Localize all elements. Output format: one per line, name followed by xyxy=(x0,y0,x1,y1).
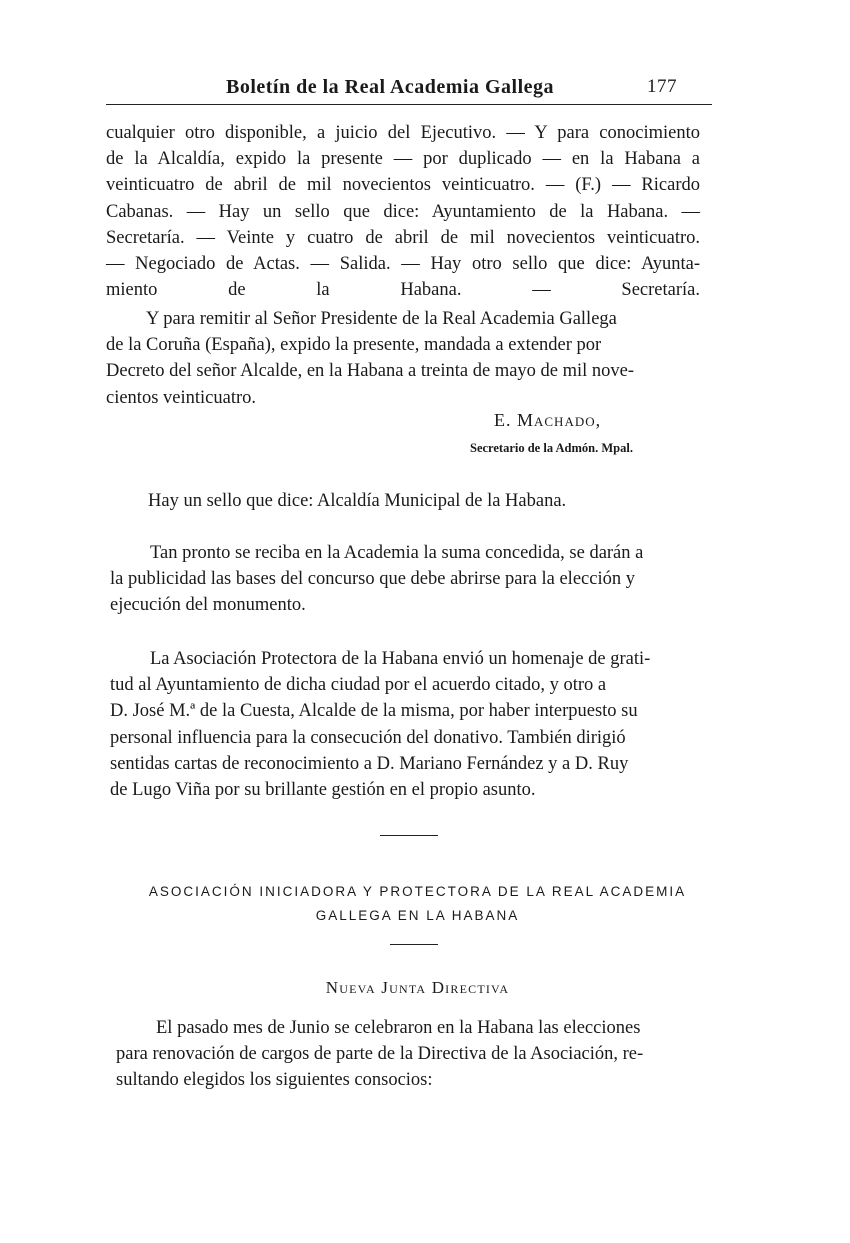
journal-title: Boletín de la Real Academia Gallega xyxy=(226,76,555,98)
section-title: ASOCIACIÓN INICIADORA Y PROTECTORA DE LA REAL ACADEMIA GALLEGA EN LA HABANA xyxy=(148,884,687,923)
signature-role: Secretario de la Admón. Mpal. xyxy=(470,441,633,455)
signature-name: E. Machado, xyxy=(494,410,602,430)
paragraph-certificate: cualquier otro disponible, a juicio del Ejecutivo. — Y para conocimiento de la Alcaldía, expido la presente — por duplicado — en la Habana a veinticuatro de abril de mil novecientos veinticuatro. — (F.) — Ricardo Cabanas. — Hay un sello que dice: Ayuntamiento de la Habana. — Secretaría. — Veinte y cuatro de abril de mil novecientos veinticuatro. — Negociado de Actas. — Salida. — Hay otro sello que dice: Ayunta- miento de la Habana. — Secretaría. xyxy=(106,123,700,301)
header-rule xyxy=(106,104,712,105)
paragraph-elecciones: El pasado mes de Junio se celebraron en la Habana las elecciones para renovación de cargos de parte de la Directiva de la Asociación, re- sultando elegidos los siguientes consocios: xyxy=(116,1018,644,1091)
running-header xyxy=(226,72,681,102)
subheading: Nueva Junta Directiva xyxy=(325,978,510,997)
paragraph-seal: Hay un sello que dice: Alcaldía Municipal de la Habana. xyxy=(148,491,567,511)
paragraph-academia: Tan pronto se reciba en la Academia la suma concedida, se darán a la publicidad las bases del concurso que debe abrirse para la elección y ejecución del monumento. xyxy=(110,543,644,616)
paragraph-asociacion: La Asociación Protectora de la Habana envió un homenaje de grati- tud al Ayuntamiento de dicha ciudad por el acuerdo citado, y otro a D. José M.ª de la Cuesta, Alcalde de la misma, por haber interpuesto su personal influencia para la consecución del donativo. También dirigió sentidas cartas de reconocimiento a D. Mariano Fernández y a D. Ruy de Lugo Viña por su brillante gestión en el propio asunto. xyxy=(110,649,651,801)
page-number: 177 xyxy=(647,76,677,97)
paragraph-remit: Y para remitir al Señor Presidente de la Real Academia Gallega de la Coruña (España), expido la presente, mandada a extender por Decreto del señor Alcalde, en la Habana a treinta de mayo de mil nove- cientos veinticuatro. xyxy=(106,309,635,408)
section-divider-bottom xyxy=(390,944,438,945)
section-divider-top xyxy=(380,835,438,836)
